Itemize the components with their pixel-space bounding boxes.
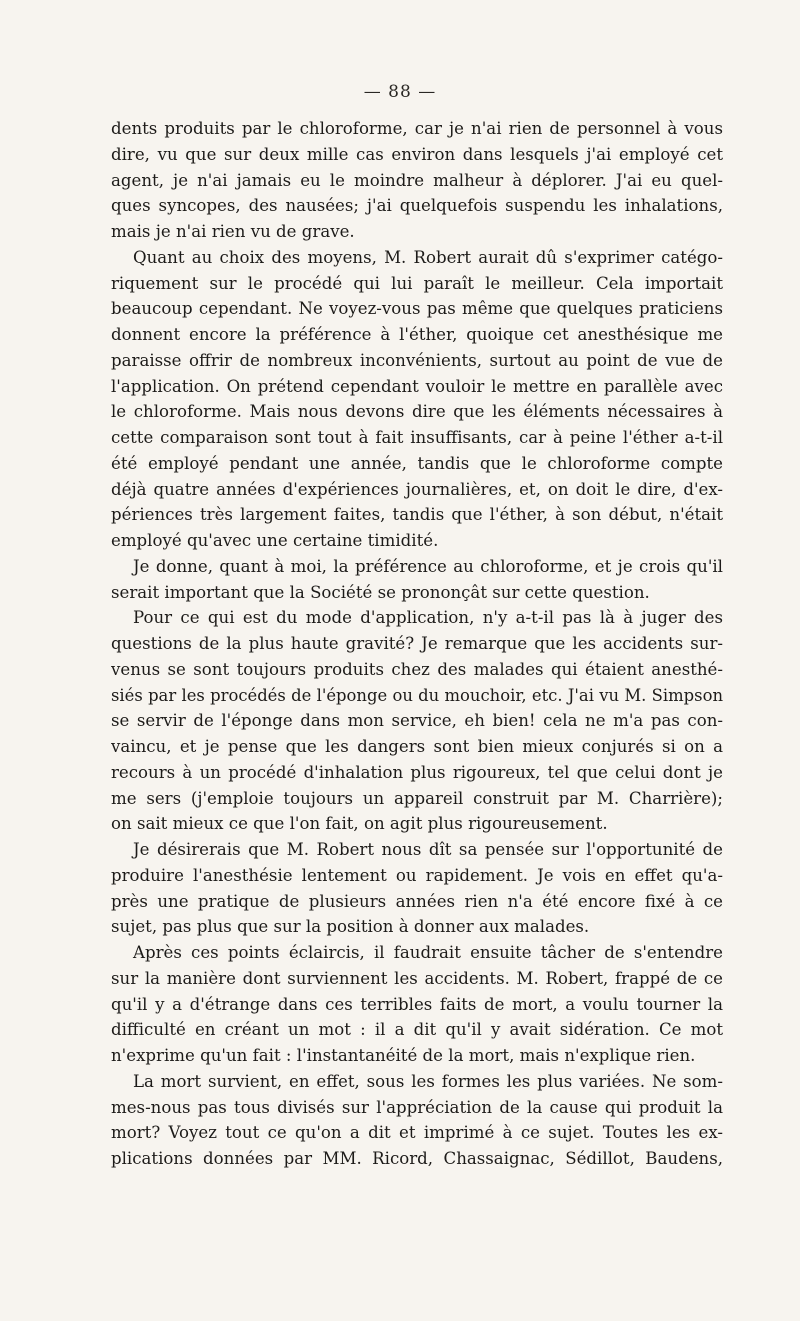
- text-line: mort? Voyez tout ce qu'on a dit et imprimé à ce sujet. Toutes les ex-: [111, 1123, 723, 1143]
- text-line: mais je n'ai rien vu de grave.: [111, 222, 355, 241]
- text-line: été employé pendant une année, tandis que le chloroforme compte: [111, 453, 723, 473]
- text-line: le chloroforme. Mais nous devons dire que les éléments nécessaires à: [111, 402, 723, 422]
- text-line: mes-nous pas tous divisés sur l'appréciation de la cause qui produit la: [111, 1097, 723, 1117]
- text-line: employé qu'avec une certaine timidité.: [111, 531, 439, 550]
- text-line: agent, je n'ai jamais eu le moindre malheur à déplorer. J'ai eu quel-: [111, 170, 723, 190]
- text-line: Je donne, quant à moi, la préférence au chloroforme, et je crois qu'il: [133, 556, 723, 576]
- text-line: n'exprime qu'un fait : l'instantanéité de la mort, mais n'explique rien.: [111, 1046, 696, 1065]
- text-line: sur la manière dont surviennent les accidents. M. Robert, frappé de ce: [111, 968, 723, 988]
- text-line: Pour ce qui est du mode d'application, n'y a-t-il pas là à juger des: [133, 608, 723, 628]
- text-line: périences très largement faites, tandis que l'éther, à son début, n'était: [111, 505, 723, 525]
- text-line: dents produits par le chloroforme, car je n'ai rien de personnel à vous: [111, 119, 723, 138]
- text-line: se servir de l'éponge dans mon service, eh bien! cela ne m'a pas con-: [111, 711, 723, 731]
- text-line: serait important que la Société se prononçât sur cette question.: [111, 582, 650, 602]
- body-text: [111, 116, 723, 1172]
- text-line: vaincu, et je pense que les dangers sont bien mieux conjurés si on a: [111, 737, 723, 756]
- text-line: La mort survient, en effet, sous les formes les plus variées. Ne som-: [133, 1071, 723, 1091]
- text-line: plications données par MM. Ricord, Chassaignac, Sédillot, Baudens,: [111, 1149, 723, 1168]
- text-line: dire, vu que sur deux mille cas environ dans lesquels j'ai employé cet: [111, 144, 723, 164]
- text-line: Je désirerais que M. Robert nous dît sa pensée sur l'opportunité de: [133, 840, 723, 859]
- text-line: produire l'anesthésie lentement ou rapidement. Je vois en effet qu'a-: [111, 865, 723, 885]
- text-line: beaucoup cependant. Ne voyez-vous pas même que quelques praticiens: [111, 299, 723, 319]
- page-number: — 88 —: [363, 82, 437, 102]
- text-line: l'application. On prétend cependant vouloir le mettre en parallèle avec: [111, 376, 723, 396]
- text-line: près une pratique de plusieurs années rien n'a été encore fixé à ce: [111, 891, 723, 911]
- text-line: difficulté en créant un mot : il a dit qu'il y avait sidération. Ce mot: [111, 1020, 723, 1040]
- text-line: questions de la plus haute gravité? Je remarque que les accidents sur-: [111, 634, 723, 653]
- text-line: riquement sur le procédé qui lui paraît le meilleur. Cela importait: [111, 273, 723, 293]
- text-line: qu'il y a d'étrange dans ces terribles faits de mort, a voulu tourner la: [111, 994, 723, 1014]
- text-line: déjà quatre années d'expériences journalières, et, on doit le dire, d'ex-: [111, 479, 723, 499]
- text-line: sujet, pas plus que sur la position à donner aux malades.: [111, 917, 590, 937]
- text-line: on sait mieux ce que l'on fait, on agit plus rigoureusement.: [111, 814, 608, 834]
- text-line: me sers (j'emploie toujours un appareil construit par M. Charrière);: [111, 788, 723, 808]
- text-line: Quant au choix des moyens, M. Robert aurait dû s'exprimer catégo-: [133, 247, 723, 267]
- text-line: Après ces points éclaircis, il faudrait ensuite tâcher de s'entendre: [133, 943, 723, 962]
- text-line: siés par les procédés de l'éponge ou du mouchoir, etc. J'ai vu M. Simpson: [111, 685, 723, 705]
- text-line: cette comparaison sont tout à fait insuffisants, car à peine l'éther a-t-il: [111, 428, 723, 447]
- text-line: venus se sont toujours produits chez des malades qui étaient anesthé-: [111, 659, 723, 679]
- text-line: recours à un procédé d'inhalation plus rigoureux, tel que celui dont je: [111, 762, 723, 782]
- text-line: paraisse offrir de nombreux inconvénients, surtout au point de vue de: [111, 350, 723, 370]
- text-line: donnent encore la préférence à l'éther, quoique cet anesthésique me: [111, 325, 723, 344]
- text-line: ques syncopes, des nausées; j'ai quelquefois suspendu les inhalations,: [111, 196, 723, 216]
